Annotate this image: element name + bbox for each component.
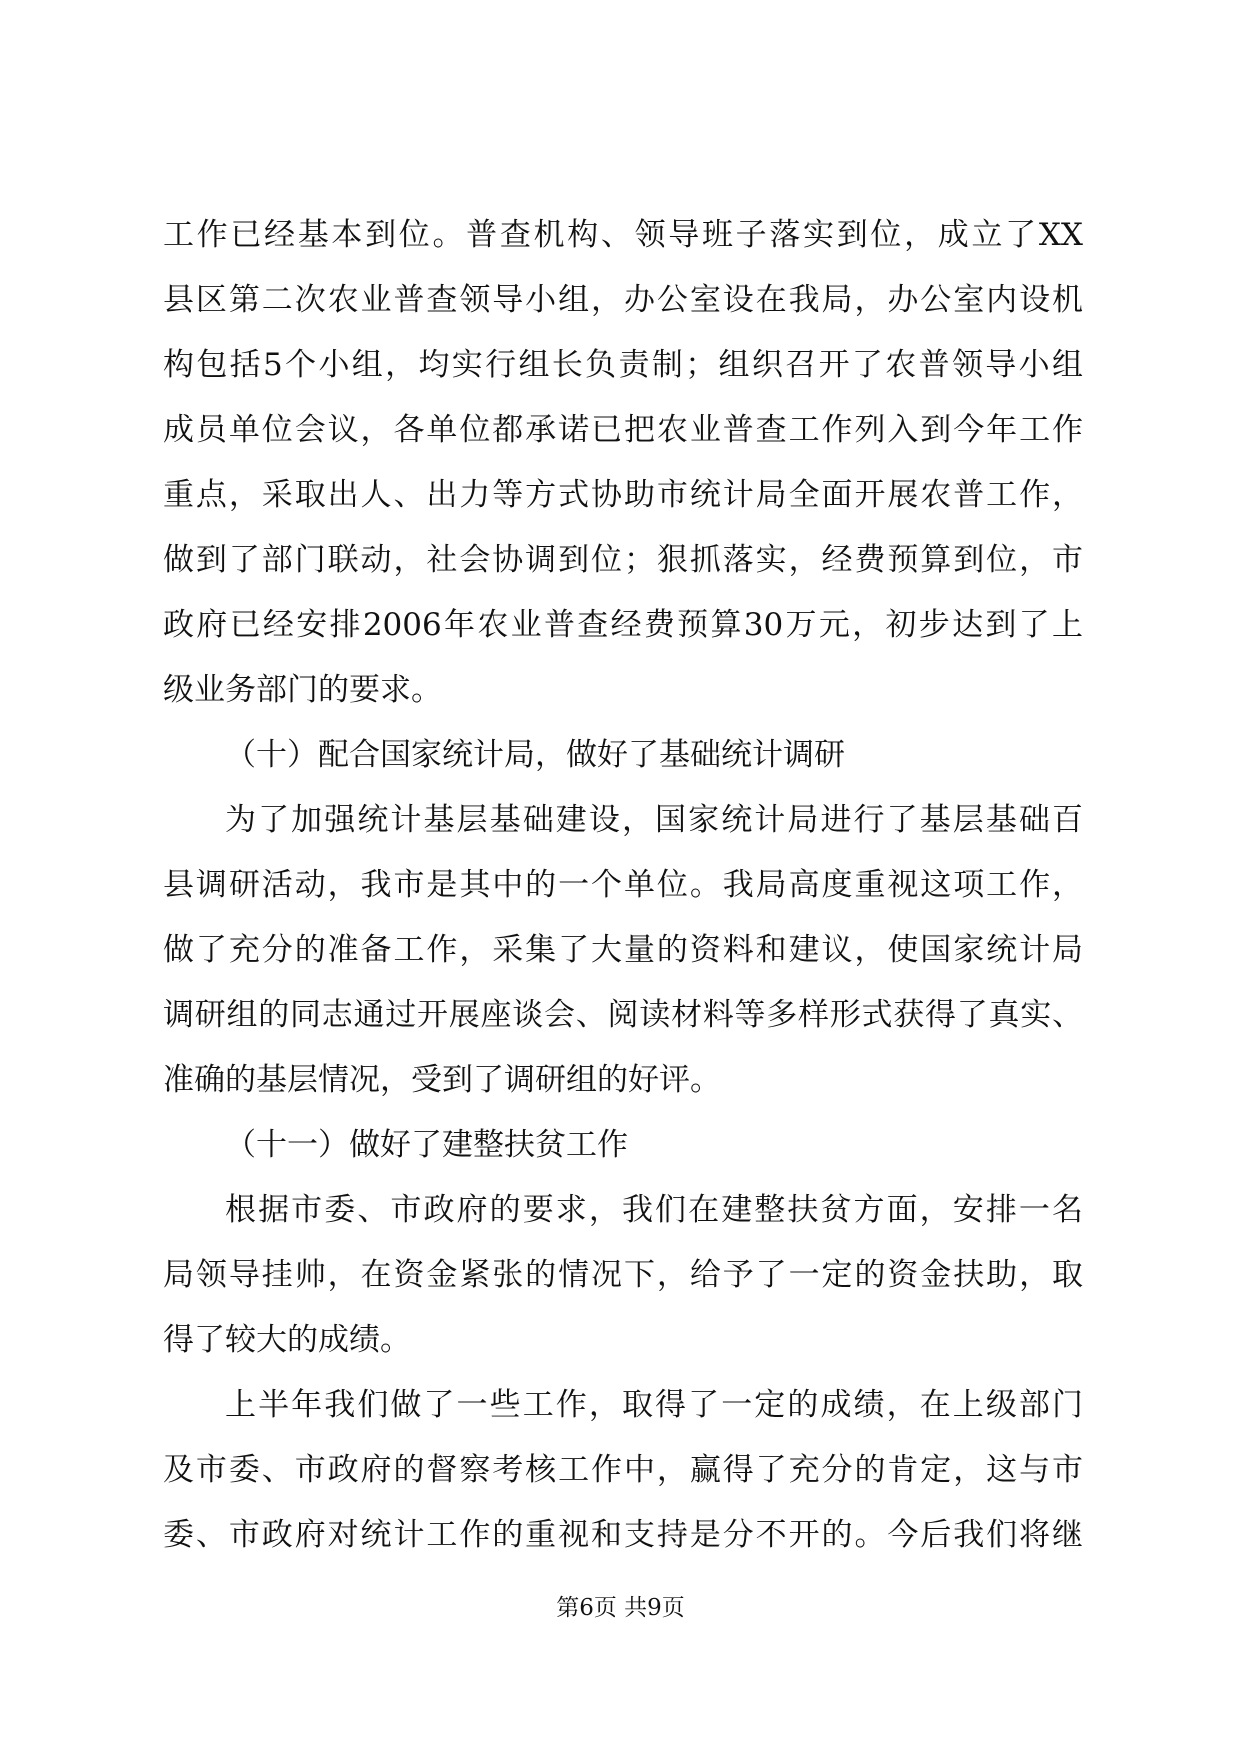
text-line: 构包括5个小组，均实行组长负责制；组织召开了农普领导小组 [163, 347, 1083, 383]
text-line: 为了加强统计基层基础建设，国家统计局进行了基层基础百 [225, 802, 1083, 838]
text-line: 重点，采取出人、出力等方式协助市统计局全面开展农普工作， [163, 477, 1083, 513]
section-heading: （十）配合国家统计局，做好了基础统计调研 [225, 737, 845, 773]
text-line: 工作已经基本到位。普查机构、领导班子落实到位，成立了XX [163, 217, 1083, 253]
text-line: 做了充分的准备工作，采集了大量的资料和建议，使国家统计局 [163, 932, 1083, 968]
text-line: 局领导挂帅，在资金紧张的情况下，给予了一定的资金扶助，取 [163, 1257, 1083, 1293]
text-line: 做到了部门联动，社会协调到位；狠抓落实，经费预算到位，市 [163, 542, 1083, 578]
text-line: 县调研活动，我市是其中的一个单位。我局高度重视这项工作， [163, 867, 1083, 903]
text-line: 级业务部门的要求。 [163, 672, 442, 708]
text-line: 委、市政府对统计工作的重视和支持是分不开的。今后我们将继 [163, 1517, 1083, 1553]
page-footer [0, 1593, 1241, 1623]
text-line: 成员单位会议，各单位都承诺已把农业普查工作列入到今年工作 [163, 412, 1083, 448]
text-line: 县区第二次农业普查领导小组，办公室设在我局，办公室内设机 [163, 282, 1083, 318]
body-text [163, 203, 1083, 1568]
text-line: 及市委、市政府的督察考核工作中，赢得了充分的肯定，这与市 [163, 1452, 1083, 1488]
text-line: 准确的基层情况，受到了调研组的好评。 [163, 1062, 721, 1098]
text-line: 根据市委、市政府的要求，我们在建整扶贫方面，安排一名 [225, 1192, 1083, 1228]
text-line: 上半年我们做了一些工作，取得了一定的成绩，在上级部门 [225, 1387, 1083, 1423]
page-number: 第6页 共9页 [556, 1595, 685, 1621]
text-line: 政府已经安排2006年农业普查经费预算30万元，初步达到了上 [163, 607, 1083, 643]
text-line: 调研组的同志通过开展座谈会、阅读材料等多样形式获得了真实、 [163, 997, 1083, 1033]
text-line: 得了较大的成绩。 [163, 1322, 411, 1358]
section-heading: （十一）做好了建整扶贫工作 [225, 1127, 628, 1163]
